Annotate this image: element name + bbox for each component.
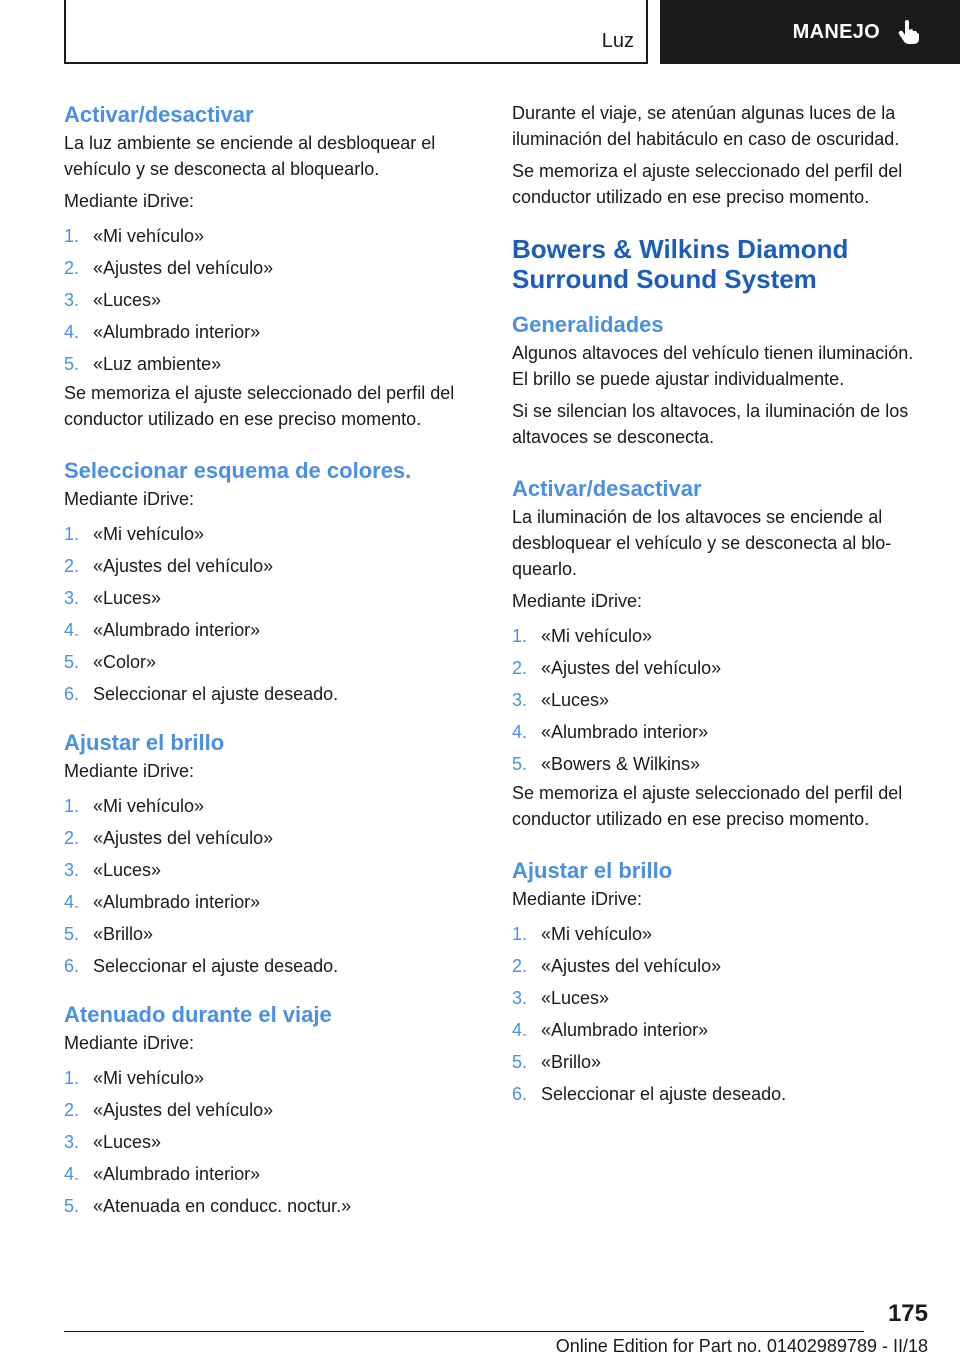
header-section-title: Luz <box>601 30 634 52</box>
hand-pointer-icon <box>898 19 920 45</box>
paragraph: Mediante iDrive: <box>64 1033 195 1053</box>
paragraph: Mediante iDrive: <box>64 761 195 781</box>
list-item: 2. «Ajustes del vehículo» <box>512 658 722 678</box>
list-item: 1. «Mi vehículo» <box>64 796 205 816</box>
paragraph: La luz ambiente se enciende al desbloquear el vehículo y se desconecta al bloquearlo. <box>64 133 436 179</box>
list-item: 3. «Luces» <box>64 860 162 880</box>
list-item: 4. «Alumbrado interior» <box>64 1164 261 1184</box>
footer-edition: Online Edition for Part no. 01402989789 - II/18 <box>555 1336 928 1356</box>
header-chapter-tab[interactable] <box>660 0 960 64</box>
list-item: 5. «Luz ambiente» <box>64 354 222 374</box>
section-title: Atenuado durante el viaje <box>64 1002 332 1027</box>
right-column <box>512 100 932 1110</box>
paragraph: Mediante iDrive: <box>64 191 195 211</box>
list-item: 1. «Mi vehículo» <box>64 524 205 544</box>
paragraph: Mediante iDrive: <box>64 489 195 509</box>
list-item: 4. «Alumbrado interior» <box>64 892 261 912</box>
paragraph: Se memoriza el ajuste seleccionado del perfil del conductor utilizado en ese preciso momento. <box>512 783 903 829</box>
list-item: 6. Seleccionar el ajuste deseado. <box>64 956 339 976</box>
list-item: 6. Seleccionar el ajuste deseado. <box>64 684 339 704</box>
chapter-heading: Bowers & Wilkins Diamond Surround Sound System <box>512 234 849 294</box>
step-list <box>512 918 932 1110</box>
list-item: 4. «Alumbrado interior» <box>512 1020 709 1040</box>
paragraph: Durante el viaje, se atenúan algunas luces de la iluminación del habitáculo en caso de oscuridad. <box>512 103 900 149</box>
paragraph: Se memoriza el ajuste seleccionado del perfil del conductor utilizado en ese preciso momento. <box>64 383 455 429</box>
header-frame <box>64 0 648 64</box>
paragraph: Mediante iDrive: <box>512 889 643 909</box>
list-item: 5. «Brillo» <box>512 1052 602 1072</box>
list-item: 5. «Color» <box>64 652 157 672</box>
list-item: 2. «Ajustes del vehículo» <box>64 258 274 278</box>
list-item: 4. «Alumbrado interior» <box>64 322 261 342</box>
list-item: 3. «Luces» <box>512 690 610 710</box>
list-item: 2. «Ajustes del vehículo» <box>512 956 722 976</box>
list-item: 1. «Mi vehículo» <box>512 924 653 944</box>
section-title: Seleccionar esquema de colores. <box>64 458 412 483</box>
step-list <box>64 790 484 982</box>
list-item: 1. «Mi vehículo» <box>64 226 205 246</box>
step-list <box>64 518 484 710</box>
section-title: Activar/desactivar <box>512 476 702 501</box>
step-list <box>512 620 932 780</box>
section-title: Activar/desactivar <box>64 102 254 127</box>
step-list <box>64 220 484 380</box>
list-item: 5. «Bowers & Wilkins» <box>512 754 701 774</box>
paragraph: La iluminación de los altavoces se enciende al desbloquear el vehículo y se desconecta al bloquearlo. <box>512 507 892 579</box>
list-item: 2. «Ajustes del vehículo» <box>64 828 274 848</box>
list-item: 2. «Ajustes del vehículo» <box>64 1100 274 1120</box>
paragraph: Si se silencian los altavoces, la iluminación de los altavoces se desconecta. <box>512 401 909 447</box>
page-number: 175 <box>887 1300 928 1327</box>
list-item: 3. «Luces» <box>64 290 162 310</box>
list-item: 5. «Brillo» <box>64 924 154 944</box>
section-title: Ajustar el brillo <box>512 858 673 883</box>
step-list <box>64 1062 484 1222</box>
paragraph: Se memoriza el ajuste seleccionado del perfil del conductor utilizado en ese preciso momento. <box>512 161 903 207</box>
list-item: 3. «Luces» <box>64 1132 162 1152</box>
list-item: 2. «Ajustes del vehículo» <box>64 556 274 576</box>
left-column <box>64 100 484 1222</box>
list-item: 4. «Alumbrado interior» <box>64 620 261 640</box>
section-title: Ajustar el brillo <box>64 730 225 755</box>
list-item: 3. «Luces» <box>64 588 162 608</box>
footer-divider <box>64 1331 864 1332</box>
list-item: 1. «Mi vehículo» <box>512 626 653 646</box>
header-chapter-label: MANEJO <box>792 20 880 43</box>
section-title: Generalidades <box>512 312 664 337</box>
list-item: 6. Seleccionar el ajuste deseado. <box>512 1084 787 1104</box>
list-item: 3. «Luces» <box>512 988 610 1008</box>
list-item: 1. «Mi vehículo» <box>64 1068 205 1088</box>
list-item: 5. «Atenuada en conducc. noctur.» <box>64 1196 352 1216</box>
paragraph: Algunos altavoces del vehículo tienen iluminación. El brillo se puede ajustar individualmente. <box>512 343 914 389</box>
list-item: 4. «Alumbrado interior» <box>512 722 709 742</box>
paragraph: Mediante iDrive: <box>512 591 643 611</box>
